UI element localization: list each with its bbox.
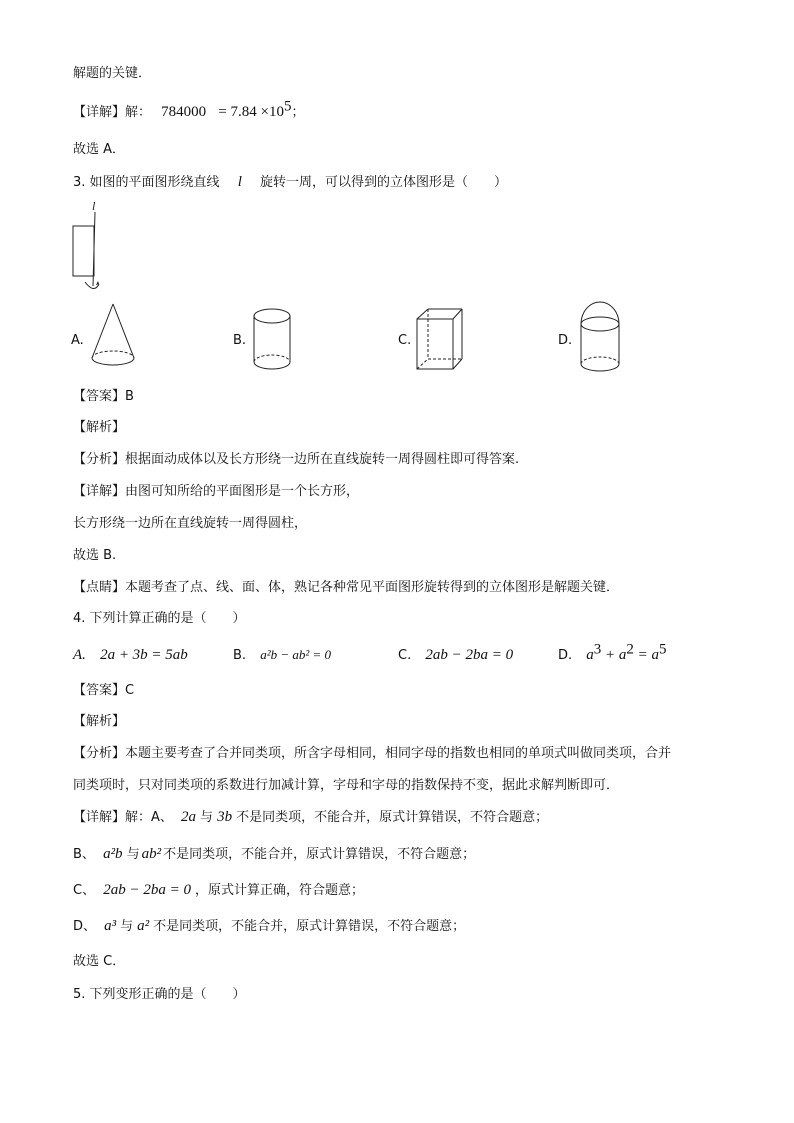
tag-label: 【详解】 bbox=[73, 105, 126, 120]
math-base: a bbox=[586, 647, 594, 663]
solution-line bbox=[73, 98, 305, 122]
question-5: 5. 下列变形正确的是（ ） bbox=[73, 987, 246, 1002]
option-c-label: C. bbox=[398, 333, 412, 348]
question-4: 4. 下列计算正确的是（ ） bbox=[73, 611, 246, 626]
text-fragment: 【详解】解：A、 bbox=[73, 810, 173, 825]
rectangle-rotation-figure bbox=[66, 198, 106, 293]
question-text: 旋转一周，可以得到的立体图形是（ ） bbox=[260, 175, 508, 190]
cylinder-figure bbox=[250, 304, 296, 374]
math-exponent: 2 bbox=[626, 641, 634, 658]
math-expression: = 7.84 ×10 bbox=[218, 104, 284, 120]
option-d-label: D. bbox=[558, 333, 573, 348]
math-expression: a²b − ab² = 0 bbox=[260, 647, 332, 662]
detail-line bbox=[73, 917, 465, 936]
text-fragment: ，原式计算正确，符合题意； bbox=[194, 883, 364, 898]
option-label: A. bbox=[73, 647, 86, 663]
axis-label: l bbox=[92, 199, 96, 213]
analysis-line: 【分析】根据面动成体以及长方形绕一边所在直线旋转一周得圆柱即可得答案. bbox=[73, 452, 520, 467]
text-fragment: 解： bbox=[125, 105, 152, 120]
text-fragment: C、 bbox=[73, 883, 96, 898]
math-term: a²b bbox=[103, 846, 123, 862]
comment-line: 【点睛】本题考查了点、线、面、体，熟记各种常见平面图形旋转得到的立体图形是解题关键． bbox=[73, 580, 620, 595]
q4-option-b bbox=[233, 646, 331, 665]
text-fragment: ； bbox=[291, 105, 305, 120]
text-fragment: D、 bbox=[73, 919, 97, 934]
math-expression: 2ab − 2ba = 0 bbox=[425, 647, 514, 663]
question-3 bbox=[73, 173, 507, 192]
math-term: a² bbox=[137, 918, 150, 934]
cuboid-figure bbox=[414, 306, 466, 372]
math-expression: = a bbox=[633, 647, 660, 663]
text-fragment: B、 bbox=[73, 847, 95, 862]
text-fragment: 不是同类项，不能合并，原式计算错误，不符合题意； bbox=[163, 847, 476, 862]
math-exponent: 5 bbox=[283, 98, 292, 115]
analysis-heading: 【解析】 bbox=[73, 420, 126, 435]
analysis-line: 【分析】本题主要考查了合并同类项，所含字母相同，相同字母的指数也相同的单项式叫做同类项，合并 bbox=[73, 746, 672, 761]
analysis-heading: 【解析】 bbox=[73, 714, 126, 729]
q4-option-c bbox=[398, 646, 513, 665]
option-a-label: A. bbox=[71, 333, 84, 348]
cone-figure bbox=[88, 300, 138, 372]
option-label: C. bbox=[398, 648, 412, 663]
text-line: 故选 A． bbox=[73, 142, 126, 157]
analysis-line: 同类项时，只对同类项的系数进行加减计算，字母和字母的指数保持不变，据此求解判断即可． bbox=[73, 778, 620, 793]
detail-line bbox=[73, 881, 364, 900]
q4-option-a bbox=[73, 646, 188, 665]
detail-line bbox=[73, 808, 548, 827]
math-term: ab² bbox=[141, 846, 162, 862]
text-fragment: 不是同类项，不能合并，原式计算错误，不符合题意； bbox=[153, 919, 466, 934]
math-term: a³ bbox=[104, 918, 117, 934]
math-expression: 2a + 3b = 5ab bbox=[100, 647, 188, 663]
math-variable: l bbox=[237, 174, 242, 190]
math-term: 2a bbox=[181, 809, 197, 825]
detail-line: 长方形绕一边所在直线旋转一周得圆柱， bbox=[73, 516, 308, 531]
option-b-label: B. bbox=[233, 333, 247, 348]
question-text: 3. 如图的平面图形绕直线 bbox=[73, 175, 220, 190]
math-exponent: 3 bbox=[593, 641, 602, 658]
text-fragment: 与 bbox=[126, 847, 140, 862]
cylinder-hemisphere-figure bbox=[575, 298, 625, 374]
option-label: D. bbox=[558, 648, 573, 663]
q4-option-d bbox=[558, 641, 667, 665]
option-label: B. bbox=[233, 648, 247, 663]
text-fragment: 不是同类项，不能合并，原式计算错误，不符合题意； bbox=[236, 810, 549, 825]
detail-line bbox=[73, 845, 475, 864]
answer-line: 【答案】C bbox=[73, 683, 135, 698]
text-fragment: 与 bbox=[120, 919, 134, 934]
math-exponent: 5 bbox=[659, 641, 667, 658]
math-number: 784000 bbox=[161, 104, 207, 120]
math-term: 3b bbox=[217, 809, 233, 825]
text-fragment: 与 bbox=[200, 810, 214, 825]
answer-line: 【答案】B bbox=[73, 389, 134, 404]
math-expression: 2ab − 2ba = 0 bbox=[103, 882, 191, 898]
math-expression: + a bbox=[601, 647, 627, 663]
text-line: 故选 B. bbox=[73, 548, 117, 563]
text-line: 解题的关键． bbox=[73, 66, 152, 81]
text-line: 故选 C． bbox=[73, 954, 126, 969]
detail-line: 【详解】由图可知所给的平面图形是一个长方形， bbox=[73, 484, 360, 499]
